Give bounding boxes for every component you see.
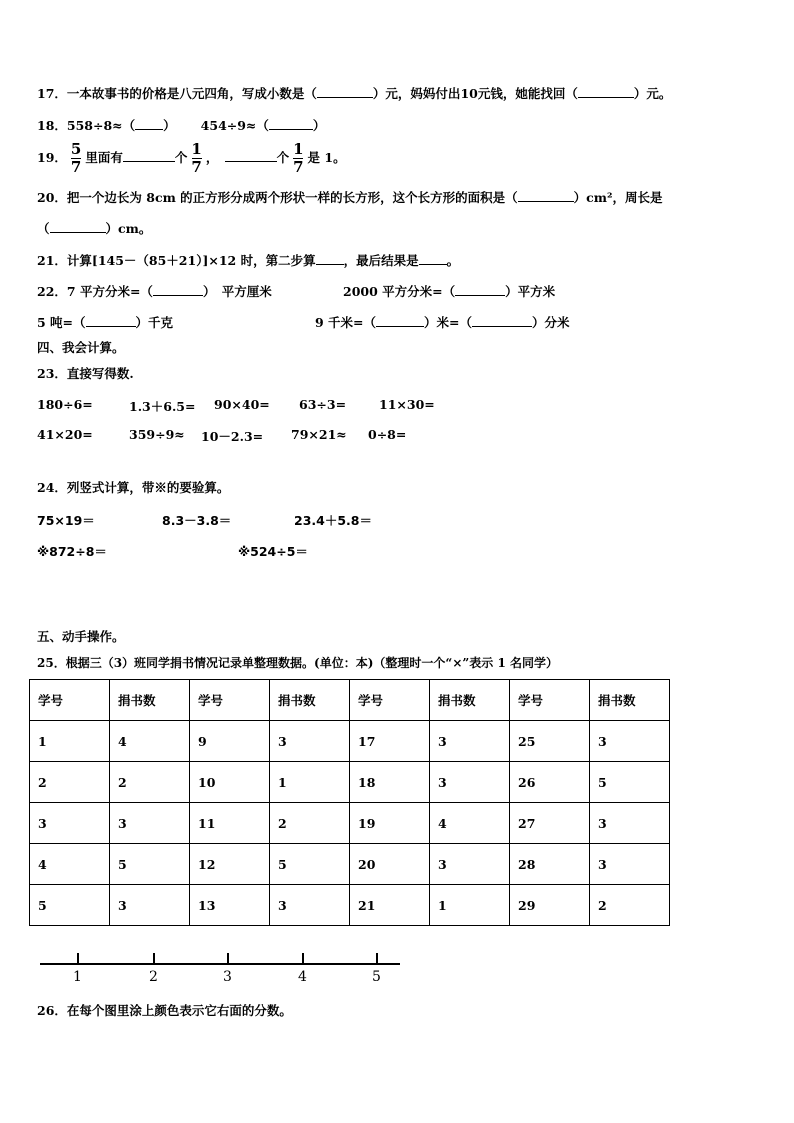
question-22-line2: 5 吨=（ ）千克 bbox=[37, 315, 174, 330]
section-4-heading: 四、我会计算。 bbox=[37, 340, 125, 355]
axis-label: 4 bbox=[298, 969, 307, 985]
question-22-part4: 9 千米=（ ）米=（ ）分米 bbox=[315, 315, 570, 330]
question-23: 23．直接写得数. bbox=[37, 366, 134, 381]
table-cell: 3 bbox=[590, 803, 670, 844]
table-cell: 3 bbox=[590, 844, 670, 885]
calc-item: 11×30= bbox=[379, 397, 435, 412]
question-21: 21．计算[145－（85＋21）]×12 时，第二步算 ，最后结果是 。 bbox=[37, 253, 460, 268]
answer-blank[interactable] bbox=[578, 84, 634, 98]
table-header: 捐书数 bbox=[430, 680, 510, 721]
table-row bbox=[30, 844, 670, 885]
answer-blank[interactable] bbox=[376, 313, 424, 327]
question-22-part2: 2000 平方分米=（ ）平方米 bbox=[343, 284, 556, 299]
table-cell: 2 bbox=[110, 762, 190, 803]
answer-blank[interactable] bbox=[269, 116, 313, 130]
question-17: 17．一本故事书的价格是八元四角，写成小数是（ ）元，妈妈付出10元钱，她能找回（ ）元。 bbox=[37, 86, 672, 101]
answer-blank[interactable] bbox=[472, 313, 532, 327]
table-cell: 3 bbox=[430, 844, 510, 885]
calc-item: 359÷9≈ bbox=[129, 427, 185, 442]
table-cell: 3 bbox=[110, 803, 190, 844]
answer-blank[interactable] bbox=[518, 188, 574, 202]
table-cell: 12 bbox=[190, 844, 270, 885]
table-cell: 3 bbox=[110, 885, 190, 926]
table-cell: 26 bbox=[510, 762, 590, 803]
question-24: 24．列竖式计算，带※的要验算。 bbox=[37, 480, 230, 495]
table-cell: 3 bbox=[430, 721, 510, 762]
table-header: 学号 bbox=[30, 680, 110, 721]
table-cell: 2 bbox=[590, 885, 670, 926]
table-header-row bbox=[30, 680, 670, 721]
table-cell: 17 bbox=[350, 721, 430, 762]
table-header: 学号 bbox=[190, 680, 270, 721]
calc-item: 79×21≈ bbox=[291, 427, 347, 442]
table-cell: 10 bbox=[190, 762, 270, 803]
calc-item: 90×40= bbox=[214, 397, 270, 412]
table-cell: 1 bbox=[430, 885, 510, 926]
table-cell: 27 bbox=[510, 803, 590, 844]
answer-blank[interactable] bbox=[153, 282, 203, 296]
table-cell: 3 bbox=[590, 721, 670, 762]
table-cell: 2 bbox=[30, 762, 110, 803]
fraction-one-seventh: $\frac{1}{7}$ bbox=[293, 140, 304, 176]
table-row bbox=[30, 721, 670, 762]
table-cell: 1 bbox=[30, 721, 110, 762]
answer-blank[interactable] bbox=[225, 148, 277, 162]
table-row bbox=[30, 762, 670, 803]
vertical-calc-item: 23.4＋5.8＝ bbox=[294, 513, 372, 528]
answer-blank[interactable] bbox=[419, 251, 447, 265]
table-cell: 3 bbox=[270, 885, 350, 926]
calc-item: 1.3＋6.5= bbox=[129, 399, 196, 414]
axis-tick bbox=[77, 953, 79, 964]
book-donation-table bbox=[29, 679, 670, 926]
calc-item: 180÷6= bbox=[37, 397, 93, 412]
axis-label: 1 bbox=[73, 969, 82, 985]
table-cell: 4 bbox=[430, 803, 510, 844]
table-cell: 3 bbox=[30, 803, 110, 844]
table-cell: 5 bbox=[30, 885, 110, 926]
table-cell: 5 bbox=[110, 844, 190, 885]
axis-tick bbox=[302, 953, 304, 964]
axis-tick bbox=[153, 953, 155, 964]
tally-axis-line bbox=[40, 963, 400, 965]
table-cell: 9 bbox=[190, 721, 270, 762]
table-header: 学号 bbox=[350, 680, 430, 721]
vertical-calc-item: ※872÷8＝ bbox=[37, 544, 107, 559]
fraction-one-seventh: $\frac{1}{7}$ bbox=[191, 140, 202, 176]
question-26: 26．在每个图里涂上颜色表示它右面的分数。 bbox=[37, 1003, 292, 1018]
calc-item: 63÷3= bbox=[299, 397, 347, 412]
table-cell: 1 bbox=[270, 762, 350, 803]
answer-blank[interactable] bbox=[455, 282, 505, 296]
table-header: 捐书数 bbox=[110, 680, 190, 721]
table-cell: 20 bbox=[350, 844, 430, 885]
axis-tick bbox=[227, 953, 229, 964]
question-20: 20．把一个边长为 8cm 的正方形分成两个形状一样的长方形，这个长方形的面积是（ ）cm²，周长是 bbox=[37, 190, 663, 205]
table-cell: 3 bbox=[430, 762, 510, 803]
axis-label: 5 bbox=[372, 969, 381, 985]
table-cell: 18 bbox=[350, 762, 430, 803]
answer-blank[interactable] bbox=[123, 148, 175, 162]
table-cell: 25 bbox=[510, 721, 590, 762]
axis-tick bbox=[376, 953, 378, 964]
table-cell: 5 bbox=[590, 762, 670, 803]
table-cell: 5 bbox=[270, 844, 350, 885]
axis-label: 2 bbox=[149, 969, 158, 985]
table-cell: 28 bbox=[510, 844, 590, 885]
answer-blank[interactable] bbox=[50, 219, 106, 233]
calc-item: 0÷8= bbox=[368, 427, 407, 442]
answer-blank[interactable] bbox=[86, 313, 136, 327]
table-cell: 3 bbox=[270, 721, 350, 762]
table-cell: 29 bbox=[510, 885, 590, 926]
table-cell: 4 bbox=[30, 844, 110, 885]
answer-blank[interactable] bbox=[135, 116, 163, 130]
table-cell: 19 bbox=[350, 803, 430, 844]
table-cell: 21 bbox=[350, 885, 430, 926]
table-cell: 11 bbox=[190, 803, 270, 844]
calc-item: 41×20= bbox=[37, 427, 93, 442]
question-18: 18．558÷8≈（ ） 454÷9≈（ ） bbox=[37, 118, 326, 133]
table-row bbox=[30, 803, 670, 844]
table-cell: 4 bbox=[110, 721, 190, 762]
answer-blank[interactable] bbox=[316, 251, 344, 265]
table-row bbox=[30, 885, 670, 926]
vertical-calc-item: 75×19＝ bbox=[37, 513, 95, 528]
vertical-calc-item: ※524÷5＝ bbox=[238, 544, 308, 559]
vertical-calc-item: 8.3－3.8＝ bbox=[162, 513, 232, 528]
table-header: 捐书数 bbox=[270, 680, 350, 721]
answer-blank[interactable] bbox=[317, 84, 373, 98]
question-22: 22．7 平方分米=（ ） 平方厘米 bbox=[37, 284, 272, 299]
calc-item: 10－2.3= bbox=[201, 429, 264, 444]
fraction-five-sevenths: $\frac{5}{7}$ bbox=[70, 140, 82, 176]
table-cell: 2 bbox=[270, 803, 350, 844]
axis-label: 3 bbox=[223, 969, 232, 985]
table-header: 学号 bbox=[510, 680, 590, 721]
question-20-line2: （ ）cm。 bbox=[37, 221, 152, 236]
question-25: 25．根据三（3）班同学捐书情况记录单整理数据。(单位：本)（整理时一个“×”表示 1 名同学） bbox=[37, 656, 558, 670]
section-5-heading: 五、动手操作。 bbox=[37, 629, 125, 644]
table-cell: 13 bbox=[190, 885, 270, 926]
question-19: 19． $\frac{5}{7}$ 里面有 个 $\frac{1}{7}$ ， 个 $\frac{1}{7}$ 是 1。 bbox=[37, 140, 346, 176]
table-header: 捐书数 bbox=[590, 680, 670, 721]
